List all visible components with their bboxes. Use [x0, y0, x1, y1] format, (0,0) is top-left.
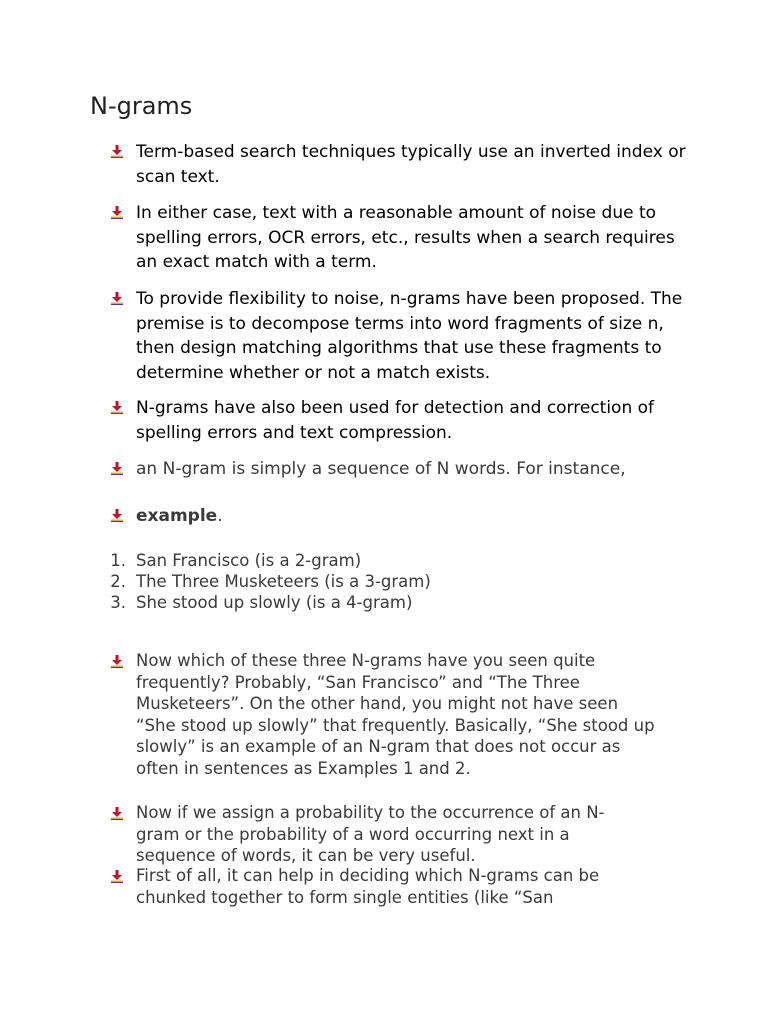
arrow-bullet-icon — [111, 145, 123, 158]
arrow-bullet-icon — [111, 509, 123, 522]
arrow-bullet-icon — [111, 807, 123, 820]
numbered-item-text: She stood up slowly (is a 4-gram) — [136, 593, 413, 612]
arrow-bullet-icon — [111, 206, 123, 219]
numbered-item-text: San Francisco (is a 2-gram) — [136, 551, 362, 570]
list-item — [136, 201, 696, 275]
list-number: 1. — [110, 551, 126, 570]
list-item-text: N-grams have also been used for detection and correction of spelling errors and text compression. — [136, 398, 655, 443]
arrow-bullet-icon — [111, 655, 123, 668]
list-item-text: In either case, text with a reasonable amount of noise due to spelling errors, OCR errors, etc., results when a search requires an exact match with a term. — [136, 203, 675, 272]
list-item — [136, 287, 696, 385]
list-item — [136, 865, 641, 908]
page-title: N-grams — [90, 92, 193, 120]
arrow-bullet-icon — [111, 870, 123, 883]
list-item — [136, 140, 696, 189]
list-item — [136, 457, 696, 482]
numbered-list-item — [110, 550, 362, 572]
list-item-text: an N-gram is simply a sequence of N words. For instance, — [136, 459, 626, 479]
list-number: 3. — [110, 593, 126, 612]
list-item-text: Now which of these three N-grams have you seen quite frequently? Probably, “San Francisco” and “The Three Musketeers”. On the other hand, you might not have seen “She stood up slowly” that frequently. Basically, “She stood up slowly” is an example of an N-gram that does not occur as often in sentences as Examples 1 and 2. — [136, 651, 655, 778]
numbered-list-item — [110, 571, 431, 593]
list-item-text: Now if we assign a probability to the occurrence of an N-gram or the probability of a word occurring next in a sequence of words, it can be very useful. — [136, 803, 605, 865]
example-label: example — [136, 506, 218, 526]
numbered-list-item — [110, 592, 413, 614]
list-item-text: First of all, it can help in deciding which N-grams can be chunked together to form single entities (like “San — [136, 866, 600, 907]
arrow-bullet-icon — [111, 462, 123, 475]
list-item — [136, 396, 696, 445]
list-item-text: To provide flexibility to noise, n-grams have been proposed. The premise is to decompose terms into word fragments of size n, then design matching algorithms that use these fragments to determine whether or not a match exists. — [136, 289, 683, 383]
list-item — [136, 802, 641, 867]
list-number: 2. — [110, 572, 126, 591]
example-suffix: . — [217, 506, 223, 526]
arrow-bullet-icon — [111, 292, 123, 305]
arrow-bullet-icon — [111, 401, 123, 414]
list-item-example — [136, 504, 696, 529]
list-item — [136, 650, 656, 779]
list-item-text: Term-based search techniques typically use an inverted index or scan text. — [136, 142, 686, 187]
numbered-item-text: The Three Musketeers (is a 3-gram) — [136, 572, 431, 591]
